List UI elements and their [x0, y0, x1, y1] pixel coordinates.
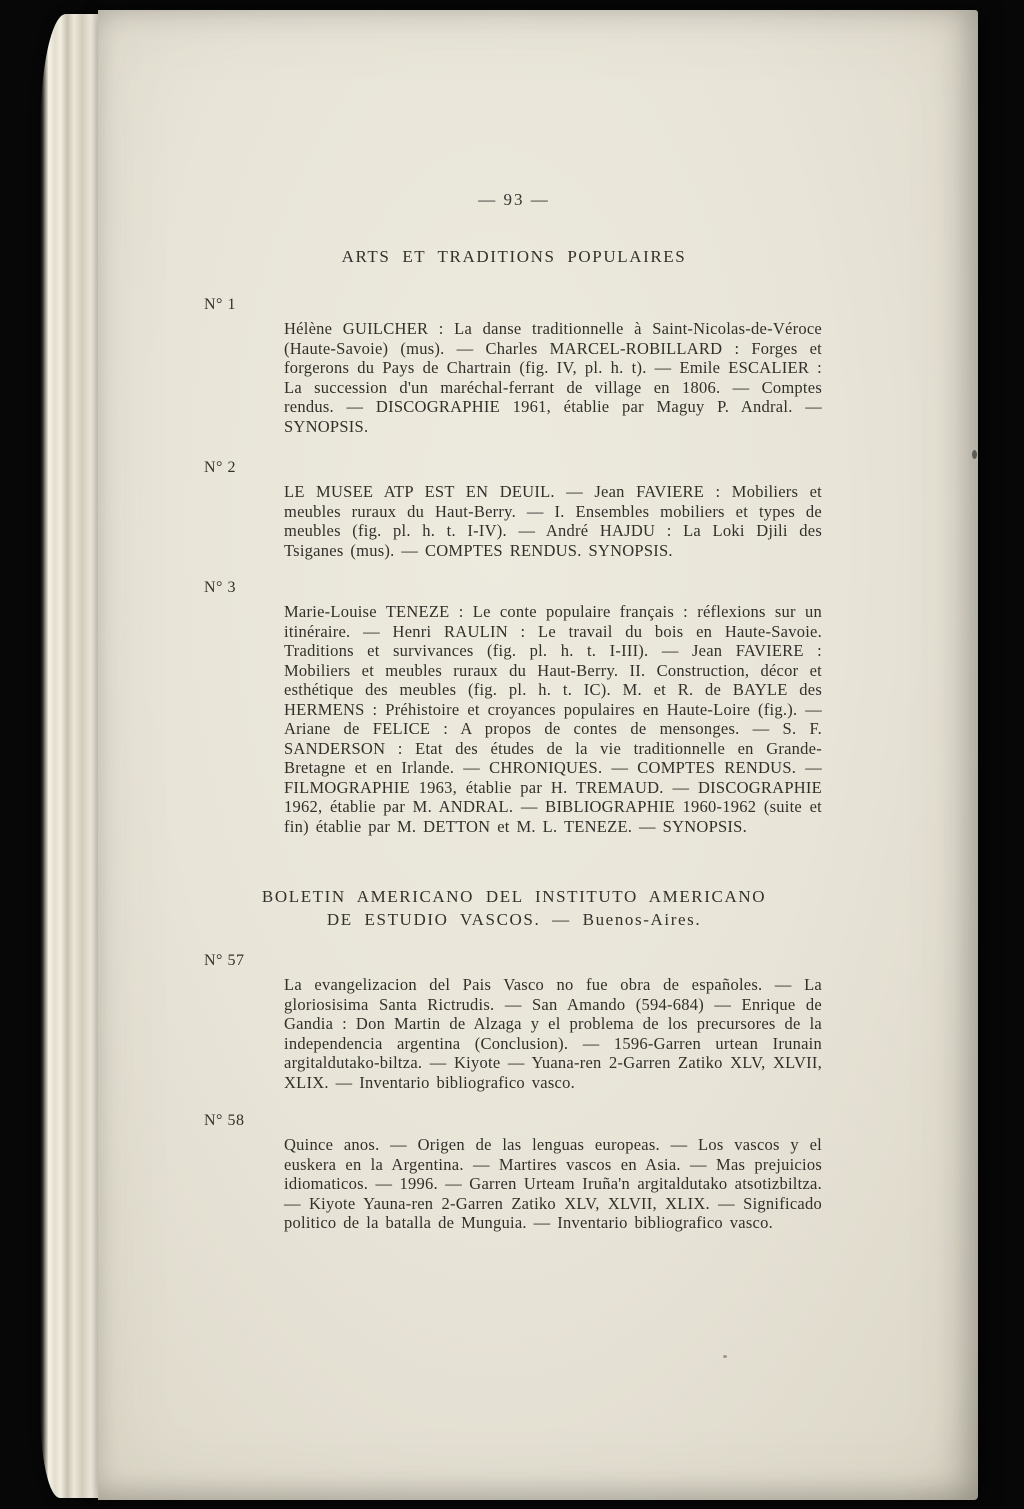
entry-text: Hélène GUILCHER : La danse traditionnelle à Saint-Nicolas-de-Véroce (Haute-Savoie) (mus). — Charles MARCEL-ROBILLARD : Forges et forgerons du Pays de Chartrain (fig. IV, pl. h. t). — Emile ESCALIER : La succession d'un maréchal-ferrant de village en 1806. — Comptes rendus. — DISCOGRAPHIE 1961, établie par Maguy P. Andral. — SYNOPSIS.: [284, 319, 822, 436]
document-page: [98, 10, 978, 1500]
entry-text: La evangelizacion del Pais Vasco no fue obra de españoles. — La gloriosisima Santa Rictrudis. — San Amando (594-684) — Enrique de Gandia : Don Martin de Alzaga y el problema de los precursores de la independencia argentina (Conclusion). — 1596-Garren urtean Irunain argitaldutako-biltza. — Kiyote — Yuana-ren 2-Garren Zatiko XLV, XLVII, XLIX. — Inventario bibliografico vasco.: [284, 975, 822, 1092]
entry-label: N° 57: [204, 952, 245, 969]
text-column: [204, 10, 824, 1233]
entry-label: N° 3: [204, 579, 236, 596]
heading-line-2: DE ESTUDIO VASCOS. — Buenos-Aires.: [326, 910, 702, 929]
entry-label: N° 58: [204, 1112, 245, 1129]
entry: [204, 579, 824, 836]
entry: [204, 1112, 824, 1233]
section-heading-boletin-americano: [204, 885, 824, 931]
entry-label: N° 2: [204, 459, 236, 476]
entry: [204, 459, 824, 560]
entry-text: LE MUSEE ATP EST EN DEUIL. — Jean FAVIERE : Mobiliers et meubles ruraux du Haut-Berry. — I. Ensembles mobiliers et types de meubles (fig. pl. h. t. I-IV). — André HAJDU : La Loki Djili des Tsiganes (mus). — COMPTES RENDUS. SYNOPSIS.: [284, 482, 822, 560]
dust-speck: [723, 1355, 727, 1358]
book-page-edges: [40, 14, 102, 1498]
entry: [204, 952, 824, 1092]
entry-text: Quince anos. — Origen de las lenguas europeas. — Los vascos y el euskera en la Argentina. — Martires vascos en Asia. — Mas prejuicios idiomaticos. — 1996. — Garren Urteam Iruña'n argitaldutako atsotizbiltza. — Kiyote Yauna-ren 2-Garren Zatiko XLV, XLVII, XLIX. — Significado politico de la batalla de Munguia. — Inventario bibliografico vasco.: [284, 1135, 822, 1232]
page-number: — 93 —: [478, 190, 550, 209]
entry: [204, 296, 824, 436]
entry-text: Marie-Louise TENEZE : Le conte populaire français : réflexions sur un itinéraire. — Henri RAULIN : Le travail du bois en Haute-Savoie. Traditions et survivances (fig. pl. h. t. I-III). — Jean FAVIERE : Mobiliers et meubles ruraux du Haut-Berry. II. Construction, décor et esthétique des meubles (fig. pl. h. t. IC). M. et R. de BAYLE des HERMENS : Préhistoire et croyances populaires en Haute-Loire (fig.). — Ariane de FELICE : A propos de contes de mensonges. — S. F. SANDERSON : Etat des études de la vie traditionnelle en Grande-Bretagne et en Irlande. — CHRONIQUES. — COMPTES RENDUS. — FILMOGRAPHIE 1963, établie par H. TREMAUD. — DISCOGRAPHIE 1962, établie par M. ANDRAL. — BIBLIOGRAPHIE 1960-1962 (suite et fin) établie par M. DETTON et M. L. TENEZE. — SYNOPSIS.: [284, 602, 822, 836]
heading-line-1: BOLETIN AMERICANO DEL INSTITUTO AMERICANO: [261, 887, 767, 906]
section-heading-arts-et-traditions: ARTS ET TRADITIONS POPULAIRES: [341, 247, 687, 266]
scan-edge-mark: [972, 450, 977, 459]
entry-label: N° 1: [204, 296, 236, 313]
